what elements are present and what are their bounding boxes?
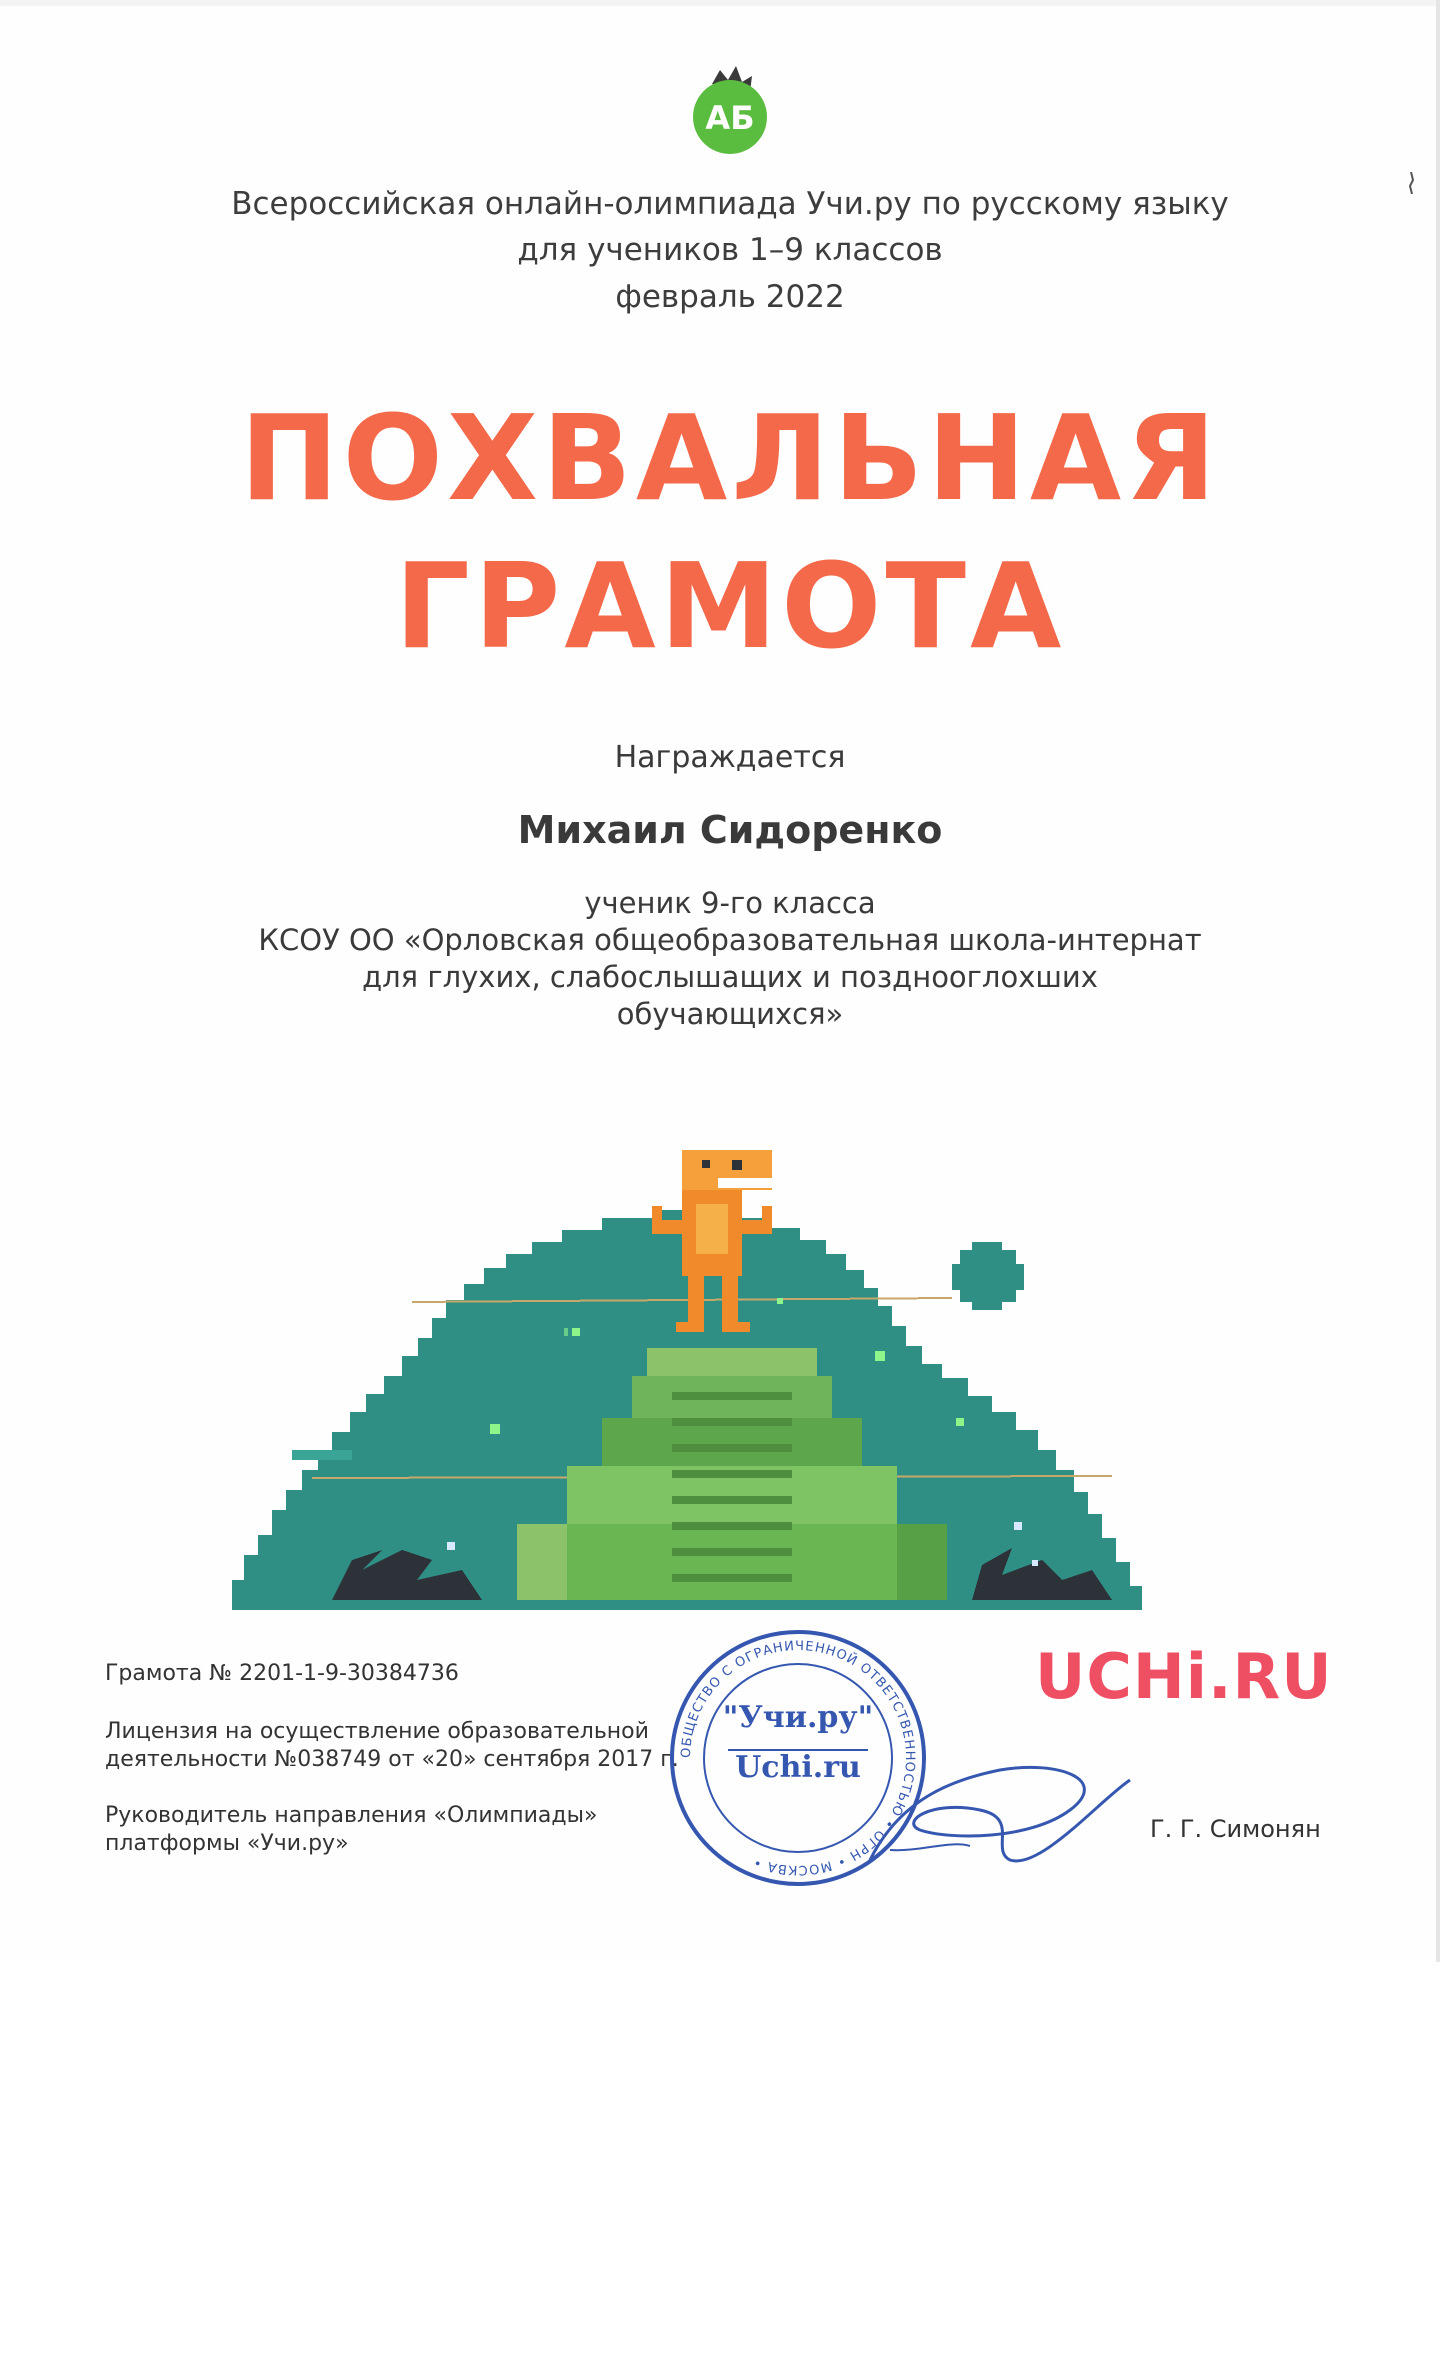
stamp-company-name: "Учи.ру" [722, 1700, 874, 1735]
signer-name: Г. Г. Симонян [1150, 1815, 1321, 1843]
uchi-dino-logo-icon [690, 62, 770, 154]
awarded-label: Награждается [614, 740, 846, 775]
olympiad-date: февраль 2022 [615, 279, 845, 315]
recipient-school-line3: обучающихся» [616, 997, 844, 1031]
olympiad-title: Всероссийская онлайн-олимпиада Учи.ру по русскому языку [231, 186, 1229, 222]
logo-text: АБ [705, 99, 755, 137]
license-line2: деятельности №038749 от «20» сентября 2017 г. [105, 1747, 679, 1772]
scan-speck [1408, 172, 1414, 194]
signer-role-line1: Руководитель направления «Олимпиады» [105, 1803, 598, 1828]
certificate-number: Грамота № 2201-1-9-30384736 [105, 1661, 459, 1686]
uchi-brand-logo: UCHi.RU [1035, 1640, 1333, 1713]
recipient-school-line1: КСОУ ОО «Орловская общеобразовательная школа-интернат [258, 923, 1202, 957]
stamp-ring-text: ОБЩЕСТВО С ОГРАНИЧЕННОЙ ОТВЕТСТВЕННОСТЬЮ • ОГРН • МОСКВА • [678, 1638, 918, 1878]
recipient-name: Михаил Сидоренко [517, 808, 943, 852]
certificate-title-line1: ПОХВАЛЬНАЯ [239, 389, 1221, 527]
olympiad-grades: для учеников 1–9 классов [517, 232, 943, 268]
signer-role-line2: платформы «Учи.ру» [105, 1831, 349, 1856]
signature-icon [860, 1740, 1140, 1880]
stamp-company-url: Uchi.ru [735, 1750, 861, 1785]
recipient-school-line2: для глухих, слабослышащих и позднооглохших [362, 960, 1098, 994]
recipient-grade: ученик 9-го класса [584, 886, 876, 920]
scan-top-edge [0, 0, 1440, 6]
pixel-dinosaur-on-pyramid-icon [232, 1150, 1202, 1610]
scan-right-edge [1436, 0, 1440, 1962]
certificate-title-line2: ГРАМОТА [394, 537, 1066, 675]
license-line1: Лицензия на осуществление образовательной [105, 1719, 649, 1744]
